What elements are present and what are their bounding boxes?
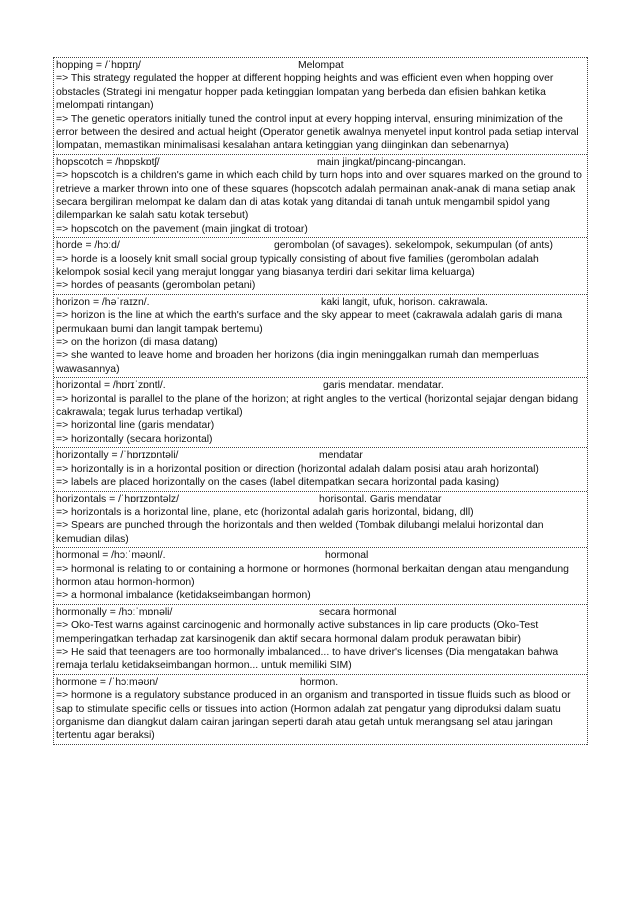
translation: garis mendatar. mendatar. (323, 380, 444, 392)
headword: horizontals = /ˈhɒrɪzɒntəlz/ (56, 493, 179, 505)
headword: horizontal = /hɒrɪˈzɒntl/. (56, 380, 166, 392)
example-line: => The genetic operators initially tuned the control input at every hopping interval, ensuring minimization of the error between the desired and actual height (Operator genetik awalnya menyetel input kontrol pada setiap interval lompatan, memastikan minimalisasi kesalahan antara ketinggian yang diinginkan dan sebenarnya) (56, 113, 579, 152)
dictionary-page (53, 57, 588, 745)
entry-header (56, 379, 586, 392)
example-line: => horde is a loosely knit small social group typically consisting of about five families (gerombolan adalah kelompok sosial kecil yang merajut longgar yang biasanya terdiri dari sekitar lima keluarga) (56, 253, 539, 279)
example-line: => hormonal is relating to or containing a hormone or hormones (hormonal berkaitan dengan atau mengandung hormon atau hormon-hormon) (56, 563, 569, 588)
translation: kaki langit, ufuk, horison. cakrawala. (321, 296, 488, 308)
entry-header (56, 449, 586, 462)
entry-header (56, 239, 586, 252)
translation: Melompat (298, 60, 344, 71)
headword: horde = /hɔːd/ (56, 240, 120, 252)
headword: hormonally = /hɔːˈmɒnəli/ (56, 606, 173, 618)
translation: hormon. (300, 676, 339, 688)
example-line: => on the horizon (di masa datang) (56, 337, 218, 349)
translation: gerombolan (of savages). sekelompok, sekumpulan (of ants) (274, 240, 553, 252)
entry-hopscotch (54, 154, 587, 237)
example-line: => horizontally (secara horizontal) (56, 433, 213, 445)
example-line: => a hormonal imbalance (ketidakseimbangan hormon) (56, 590, 311, 602)
example-line: => horizontal line (garis mendatar) (56, 420, 215, 432)
entry-header (56, 296, 586, 309)
headword: hormone = /ˈhɔːməʊn/ (56, 676, 159, 688)
example-line: => horizontal is parallel to the plane of the horizon; at right angles to the vertical (horizontal sejajar dengan bidang cakrawala; tegak lurus terhadap vertikal) (56, 393, 579, 419)
translation: horisontal. Garis mendatar (319, 493, 442, 505)
example-line: => she wanted to leave home and broaden her horizons (dia ingin meninggalkan rumah dan memperluas wawasannya) (56, 350, 539, 375)
example-line: => Spears are punched through the horizontals and then welded (Tombak dilubangi melalui horizontal dan kemudian dilas) (56, 520, 544, 545)
translation: main jingkat/pincang-pincangan. (317, 156, 467, 168)
headword: horizon = /həˈraɪzn/. (56, 296, 150, 308)
example-line: => horizontals is a horizontal line, plane, etc (horizontal adalah garis horizontal, bidang, dll) (56, 506, 474, 518)
entry-hormonally (54, 604, 587, 674)
example-line: => He said that teenagers are too hormonally imbalanced... to have driver's licenses (Dia mengatakan bahwa remaja terlalu ketidakseimbangan hormon... untuk memiliki SIM) (56, 646, 559, 672)
entry-hormone (54, 674, 587, 745)
translation: mendatar (319, 450, 363, 462)
entry-horizon (54, 294, 587, 377)
headword: hopscotch = /hɒpskɒtʃ/ (56, 156, 160, 168)
example-line: => labels are placed horizontally on the cases (label ditempatkan secara horizontal pada kasing) (56, 477, 500, 489)
example-line: => hopscotch on the pavement (main jingkat di trotoar) (56, 223, 308, 235)
entry-header (56, 59, 586, 72)
example-line: => horizon is the line at which the earth's surface and the sky appear to meet (cakrawala adalah garis di mana permukaan bumi dan langit tampak bertemu) (56, 310, 563, 335)
example-line: => This strategy regulated the hopper at different hopping heights and was efficient even when hopping over obstacles (Strategi ini mengatur hopper pada ketinggian lompatan yang berbeda dan efisien bahkan ketika melompati rintangan) (56, 73, 554, 112)
entry-horizontals (54, 491, 587, 548)
entry-header (56, 156, 586, 169)
example-line: => hopscotch is a children's game in which each child by turn hops into and over squares marked on the ground to retrieve a marker thrown into one of these squares (hopscotch adalah permainan anak-anak di mana setiap anak secara bergiliran melompat ke dalam dan di atas kotak yang ditandai di tanah untuk mengambil spidol yang dilemparkan ke salah satu kotak tersebut) (56, 170, 582, 222)
entry-header (56, 606, 586, 619)
entry-header (56, 676, 586, 689)
example-line: => horizontally is in a horizontal position or direction (horizontal adalah dalam posisi atau arah horizontal) (56, 463, 539, 475)
entry-hormonal (54, 547, 587, 604)
example-line: => Oko-Test warns against carcinogenic and hormonally active substances in lip care products (Oko-Test memperingatkan terhadap zat karsinogenik dan aktif secara hormonal dalam produk perawatan bibir) (56, 620, 539, 645)
headword: hormonal = /hɔːˈməʊnl/. (56, 550, 166, 562)
headword: horizontally = /ˈhɒrɪzɒntəli/ (56, 450, 179, 462)
translation: secara hormonal (319, 606, 397, 618)
entry-horizontally (54, 447, 587, 490)
entry-header (56, 549, 586, 562)
entry-hopping (54, 57, 587, 154)
translation: hormonal (325, 550, 369, 562)
example-line: => hormone is a regulatory substance produced in an organism and transported in tissue fluids such as blood or sap to stimulate specific cells or tissues into action (Hormon adalah zat pengatur yang diproduksi dalam suatu organisme dan diangkut dalam cairan jaringan seperti darah atau getah untuk merangsang sel atau jaringan tertentu agar beraksi) (56, 690, 571, 742)
entry-header (56, 493, 586, 506)
headword: hopping = /ˈhɒpɪŋ/ (56, 60, 141, 71)
entry-horizontal (54, 377, 587, 447)
example-line: => hordes of peasants (gerombolan petani) (56, 280, 256, 292)
entry-horde (54, 237, 587, 294)
